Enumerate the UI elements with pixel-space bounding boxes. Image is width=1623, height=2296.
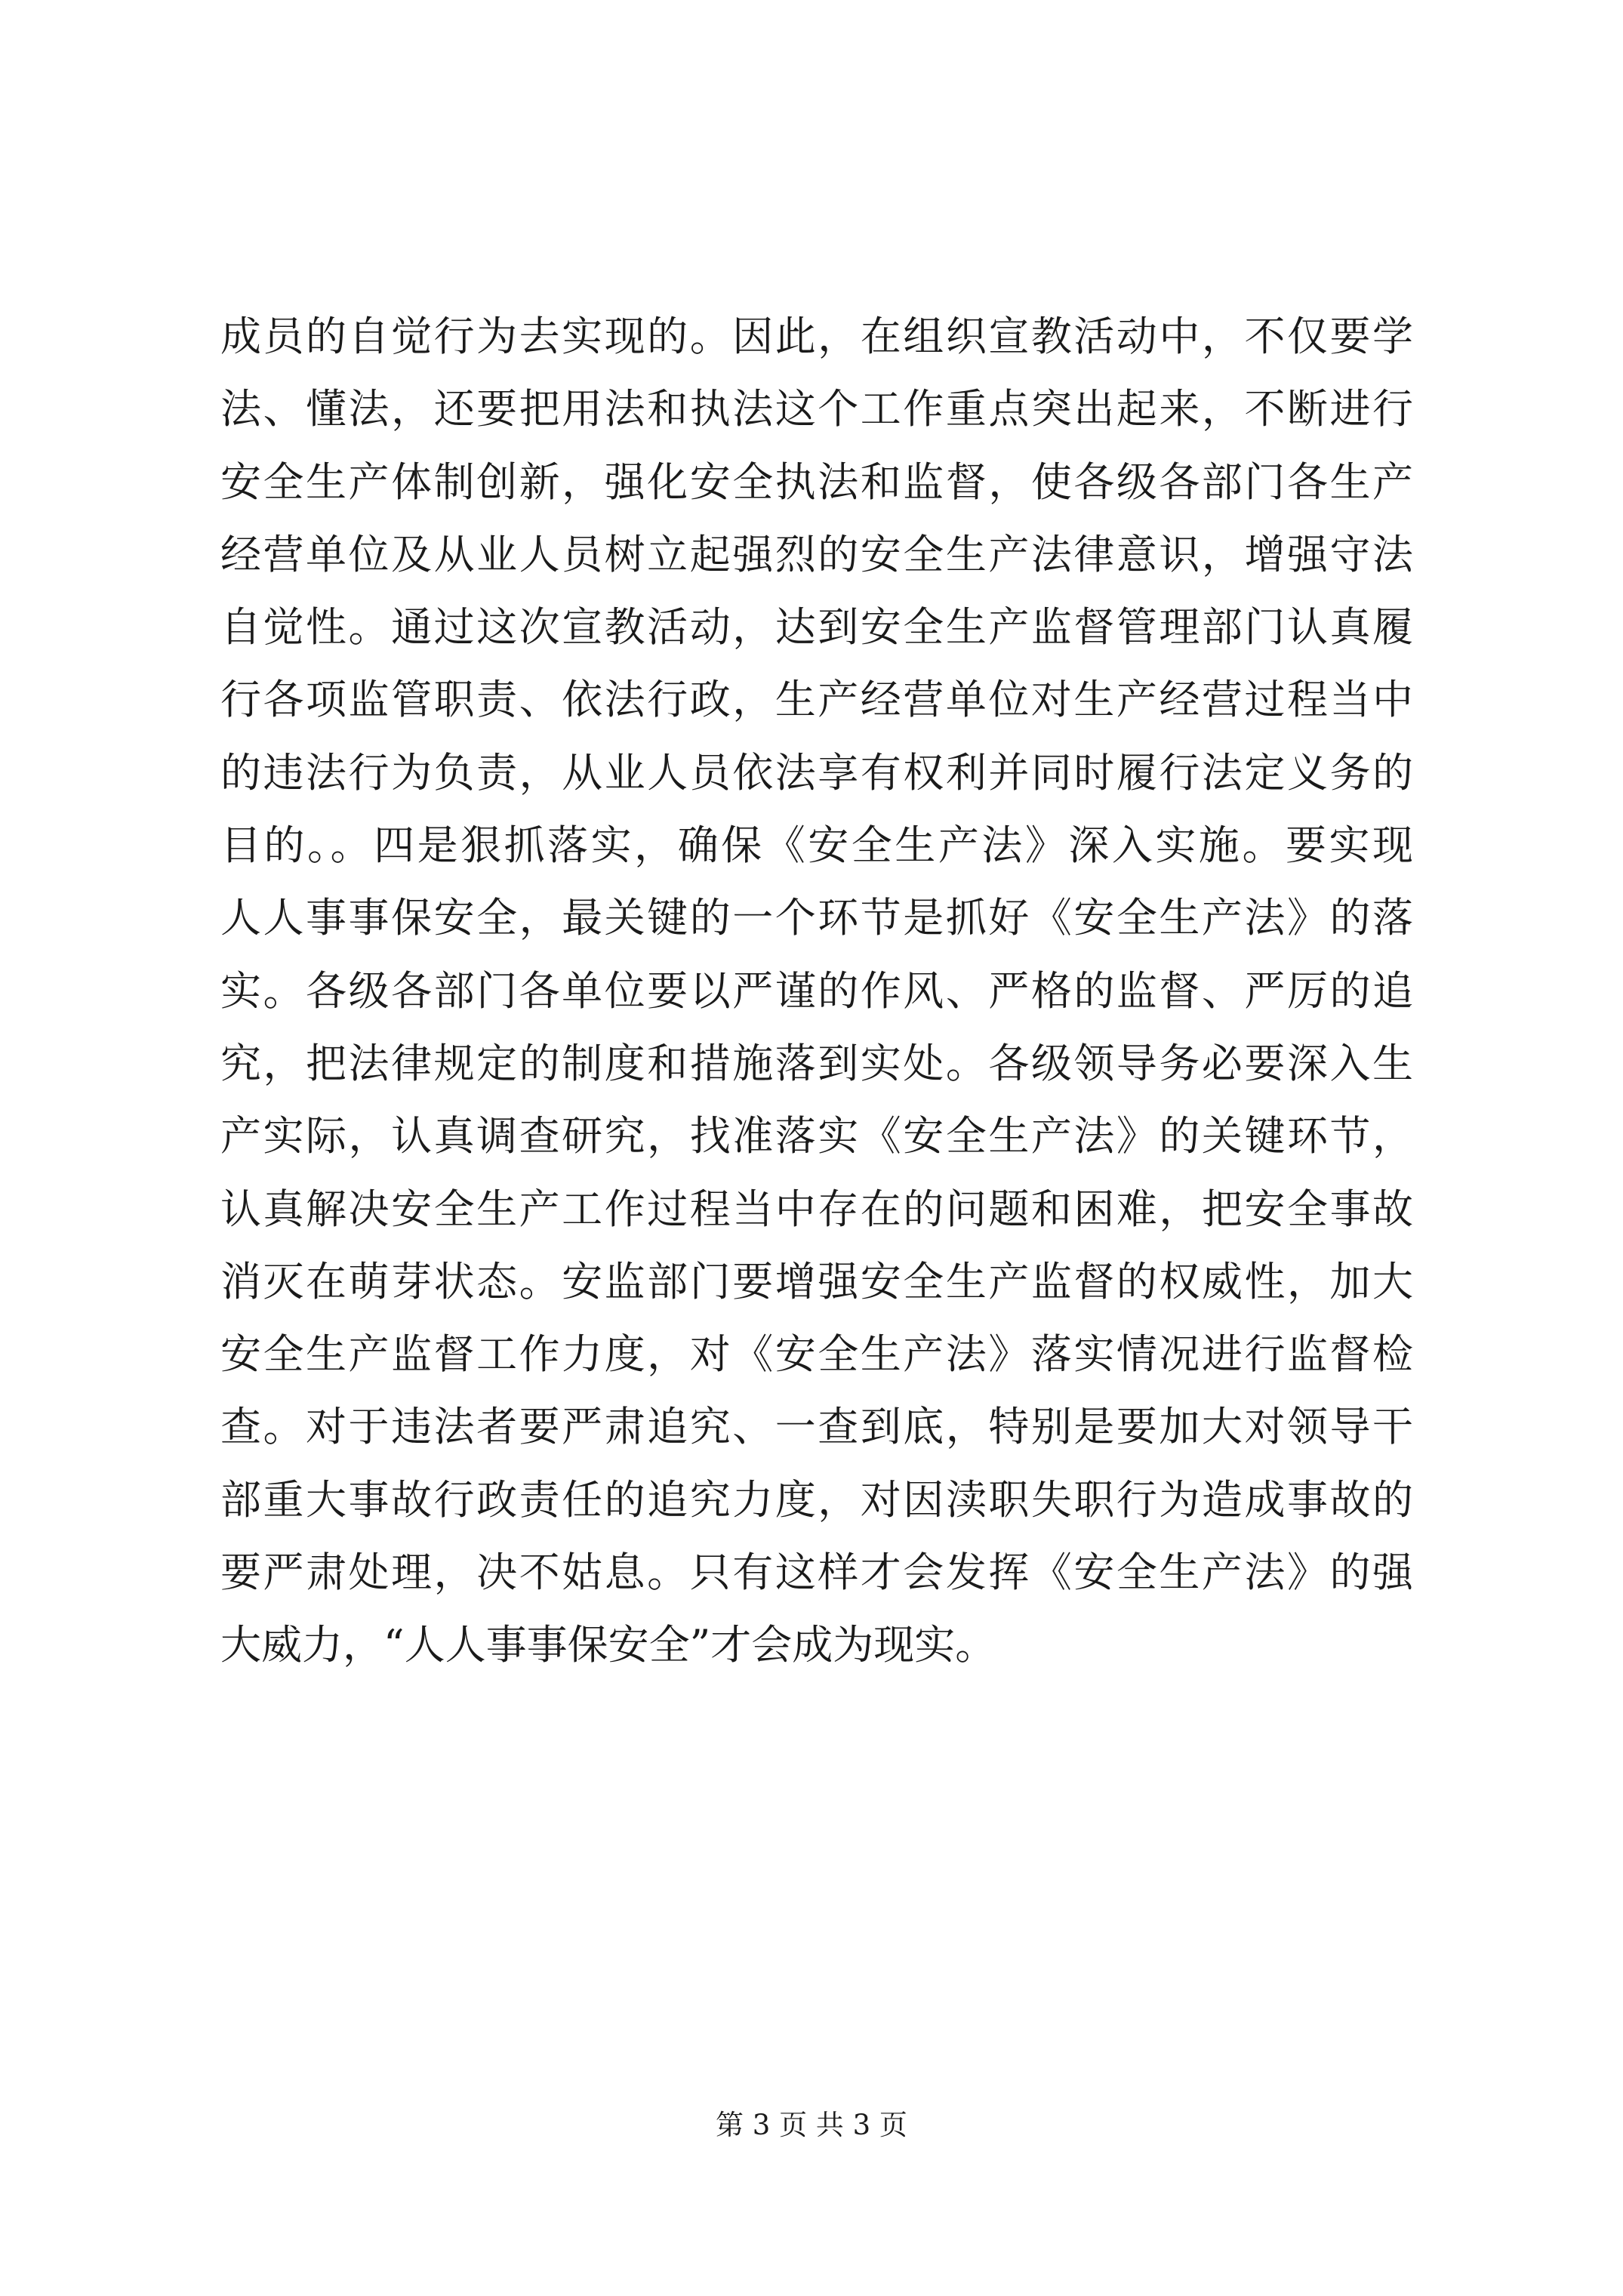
text-line: 法、懂法，还要把用法和执法这个工作重点突出起来，不断进行 xyxy=(220,385,1413,433)
text-line: 消灭在萌芽状态。安监部门要增强安全生产监督的权威性，加大 xyxy=(220,1257,1413,1305)
text-line: 行各项监管职责、依法行政，生产经营单位对生产经营过程当中 xyxy=(220,676,1413,724)
text-line: 究，把法律规定的制度和措施落到实处。各级领导务必要深入生 xyxy=(220,1039,1413,1087)
text-line: 要严肃处理，决不姑息。只有这样才会发挥《安全生产法》的强 xyxy=(220,1549,1413,1597)
text-line: 目的。。四是狠抓落实，确保《安全生产法》深入实施。要实现 xyxy=(220,821,1413,870)
text-line: 实。各级各部门各单位要以严谨的作风、严格的监督、严厉的追 xyxy=(220,966,1413,1015)
text-line: 查。对于违法者要严肃追究、一查到底，特别是要加大对领导干 xyxy=(220,1403,1413,1451)
body-text xyxy=(220,300,1413,1682)
text-line: 安全生产体制创新，强化安全执法和监督，使各级各部门各生产 xyxy=(220,458,1413,506)
page-number-footer: 第 3 页 共 3 页 xyxy=(716,2109,907,2141)
text-line: 经营单位及从业人员树立起强烈的安全生产法律意识，增强守法 xyxy=(220,530,1413,578)
text-line: 的违法行为负责，从业人员依法享有权利并同时履行法定义务的 xyxy=(220,748,1413,797)
text-line: 自觉性。通过这次宣教活动，达到安全生产监督管理部门认真履 xyxy=(220,603,1413,652)
text-line: 成员的自觉行为去实现的。因此，在组织宣教活动中，不仅要学 xyxy=(220,313,1413,360)
text-line: 产实际，认真调查研究，找准落实《安全生产法》的关键环节， xyxy=(220,1112,1413,1160)
text-line: 认真解决安全生产工作过程当中存在的问题和困难，把安全事故 xyxy=(220,1185,1413,1233)
text-line: 部重大事故行政责任的追究力度，对因渎职失职行为造成事故的 xyxy=(220,1475,1413,1524)
text-line: 安全生产监督工作力度，对《安全生产法》落实情况进行监督检 xyxy=(220,1330,1413,1379)
text-line: 人人事事保安全，最关键的一个环节是抓好《安全生产法》的落 xyxy=(220,894,1413,942)
text-line: 大威力，“人人事事保安全”才会成为现实。 xyxy=(220,1621,996,1669)
